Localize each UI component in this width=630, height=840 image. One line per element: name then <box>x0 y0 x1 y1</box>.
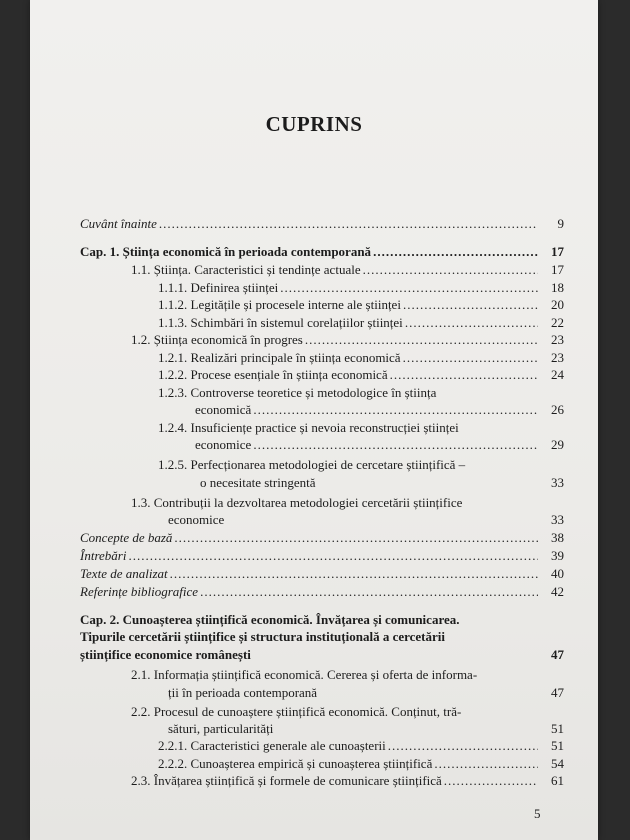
toc-section-2-1 <box>168 685 564 701</box>
toc-entry-page: 17 <box>551 262 564 277</box>
toc-entry-page: 61 <box>551 773 564 788</box>
toc-entry-page: 18 <box>551 280 564 295</box>
toc-entry-label: sături, particularități <box>168 721 274 736</box>
toc-entry-label: Texte de analizat <box>80 566 168 581</box>
toc-subsection-1-2-2 <box>158 367 564 383</box>
toc-chapter-2 <box>80 647 564 663</box>
toc-subsection-2-2-1 <box>158 738 564 754</box>
dot-leader <box>390 367 538 383</box>
toc-entry-page: 24 <box>551 367 564 382</box>
page-title: CUPRINS <box>265 112 363 136</box>
dot-leader <box>253 402 538 418</box>
toc-entry-page: 23 <box>551 332 564 347</box>
page-number: 5 <box>534 806 541 821</box>
toc-subsection-2-2-2 <box>158 756 564 772</box>
toc-chapter-2-line1: Cap. 2. Cunoașterea științifică economică. Învățarea și comunicarea. <box>80 612 460 627</box>
toc-subsection-1-2-1 <box>158 350 564 366</box>
toc-entry-page: 29 <box>551 437 564 452</box>
toc-section-1-3-line1: 1.3. Contribuții la dezvoltarea metodologiei cercetării științifice <box>131 495 463 510</box>
toc-entry-page: 54 <box>551 756 564 771</box>
toc-entry-page: 33 <box>551 512 564 527</box>
dot-leader <box>174 530 538 546</box>
toc-section-2-2 <box>168 721 564 737</box>
toc-entry-label: Referințe bibliografice <box>80 584 199 599</box>
toc-subsection-1-2-4-line1: 1.2.4. Insuficiențe practice și nevoia reconstrucției științei <box>158 420 459 435</box>
toc-entry-intrebari <box>80 548 564 564</box>
dot-leader <box>363 262 538 278</box>
toc-entry-page: 51 <box>551 721 564 736</box>
toc-chapter-2-line2: Tipurile cercetării științifice și structura instituțională a cercetării <box>80 629 446 644</box>
toc-entry-referinte <box>80 584 564 600</box>
toc-entry-page: 20 <box>551 297 564 312</box>
toc-entry-page: 38 <box>551 530 564 545</box>
toc-entry-label: 1.1.1. Definirea științei <box>158 280 279 295</box>
toc-section-1-3 <box>168 512 564 528</box>
toc-entry-label: Cuvânt înainte <box>80 216 157 231</box>
toc-subsection-1-2-3-line1: 1.2.3. Controverse teoretice și metodologice în știința <box>158 385 437 400</box>
toc-entry-label: 1.2.2. Procese esențiale în știința economică <box>158 367 388 382</box>
toc-section-2-3 <box>131 773 564 789</box>
toc-entry-label: economice <box>168 512 225 527</box>
toc-entry-label: 1.1.2. Legitățile și procesele interne ale științei <box>158 297 401 312</box>
toc-entry-label: economică <box>195 402 252 417</box>
dot-leader <box>200 584 538 600</box>
toc-subsection-1-2-5-line1: 1.2.5. Perfecționarea metodologiei de cercetare științifică – <box>158 457 466 472</box>
toc-entry-cuvant-inainte <box>80 216 564 232</box>
toc-entry-label: Întrebări <box>80 548 127 563</box>
toc-entry-label: 2.3. Învățarea științifică și formele de comunicare științifică <box>131 773 442 788</box>
dot-leader <box>128 548 538 564</box>
dot-leader <box>403 297 538 313</box>
toc-entry-label: Concepte de bază <box>80 530 173 545</box>
toc-entry-concepte <box>80 530 564 546</box>
toc-entry-label: științifice economice românești <box>80 647 251 662</box>
toc-entry-page: 51 <box>551 738 564 753</box>
toc-entry-label: 2.2.2. Cunoașterea empirică și cunoașterea științifică <box>158 756 433 771</box>
toc-chapter-1 <box>80 244 564 260</box>
dot-leader <box>444 773 538 789</box>
toc-entry-label: ții în perioada contemporană <box>168 685 318 700</box>
dot-leader <box>170 566 538 582</box>
toc-subsection-1-2-4 <box>195 437 564 453</box>
toc-entry-page: 33 <box>551 475 564 490</box>
toc-entry-label: o necesitate stringentă <box>200 475 316 490</box>
toc-entry-label: 1.2. Știința economică în progres <box>131 332 303 347</box>
toc-section-1-1 <box>131 262 564 278</box>
toc-entry-label: 1.2.1. Realizări principale în știința economică <box>158 350 401 365</box>
dot-leader <box>280 280 538 296</box>
toc-entry-label: economice <box>195 437 252 452</box>
toc-entry-page: 17 <box>551 244 564 259</box>
dot-leader <box>388 738 538 754</box>
toc-entry-page: 23 <box>551 350 564 365</box>
dot-leader <box>434 756 538 772</box>
toc-entry-page: 47 <box>551 647 564 662</box>
toc-entry-label: Cap. 1. Știința economică în perioada contemporană <box>80 244 372 259</box>
toc-subsection-1-2-3 <box>195 402 564 418</box>
toc-entry-label: 1.1. Știința. Caracteristici și tendințe actuale <box>131 262 361 277</box>
toc-entry-page: 39 <box>551 548 564 563</box>
toc-entry-page: 42 <box>551 584 564 599</box>
dot-leader <box>373 244 538 260</box>
toc-entry-label: 2.2.1. Caracteristici generale ale cunoașterii <box>158 738 386 753</box>
dot-leader <box>405 315 538 331</box>
toc-entry-label: 1.1.3. Schimbări în sistemul corelațiilor științei <box>158 315 403 330</box>
dot-leader <box>159 216 538 232</box>
toc-entry-page: 22 <box>551 315 564 330</box>
toc-subsection-1-1-3 <box>158 315 564 331</box>
toc-section-1-2 <box>131 332 564 348</box>
toc-subsection-1-2-5 <box>200 475 564 491</box>
toc-section-2-1-line1: 2.1. Informația științifică economică. Cererea și oferta de informa- <box>131 667 478 682</box>
dot-leader <box>253 437 538 453</box>
toc-entry-page: 9 <box>557 216 564 231</box>
toc-entry-page: 40 <box>551 566 564 581</box>
dot-leader <box>403 350 538 366</box>
dot-leader <box>305 332 538 348</box>
toc-subsection-1-1-1 <box>158 280 564 296</box>
toc-entry-page: 47 <box>551 685 564 700</box>
toc-subsection-1-1-2 <box>158 297 564 313</box>
toc-section-2-2-line1: 2.2. Procesul de cunoaștere științifică economică. Conținut, tră- <box>131 704 462 719</box>
toc-entry-page: 26 <box>551 402 564 417</box>
document-page <box>30 0 598 840</box>
toc-entry-texte <box>80 566 564 582</box>
